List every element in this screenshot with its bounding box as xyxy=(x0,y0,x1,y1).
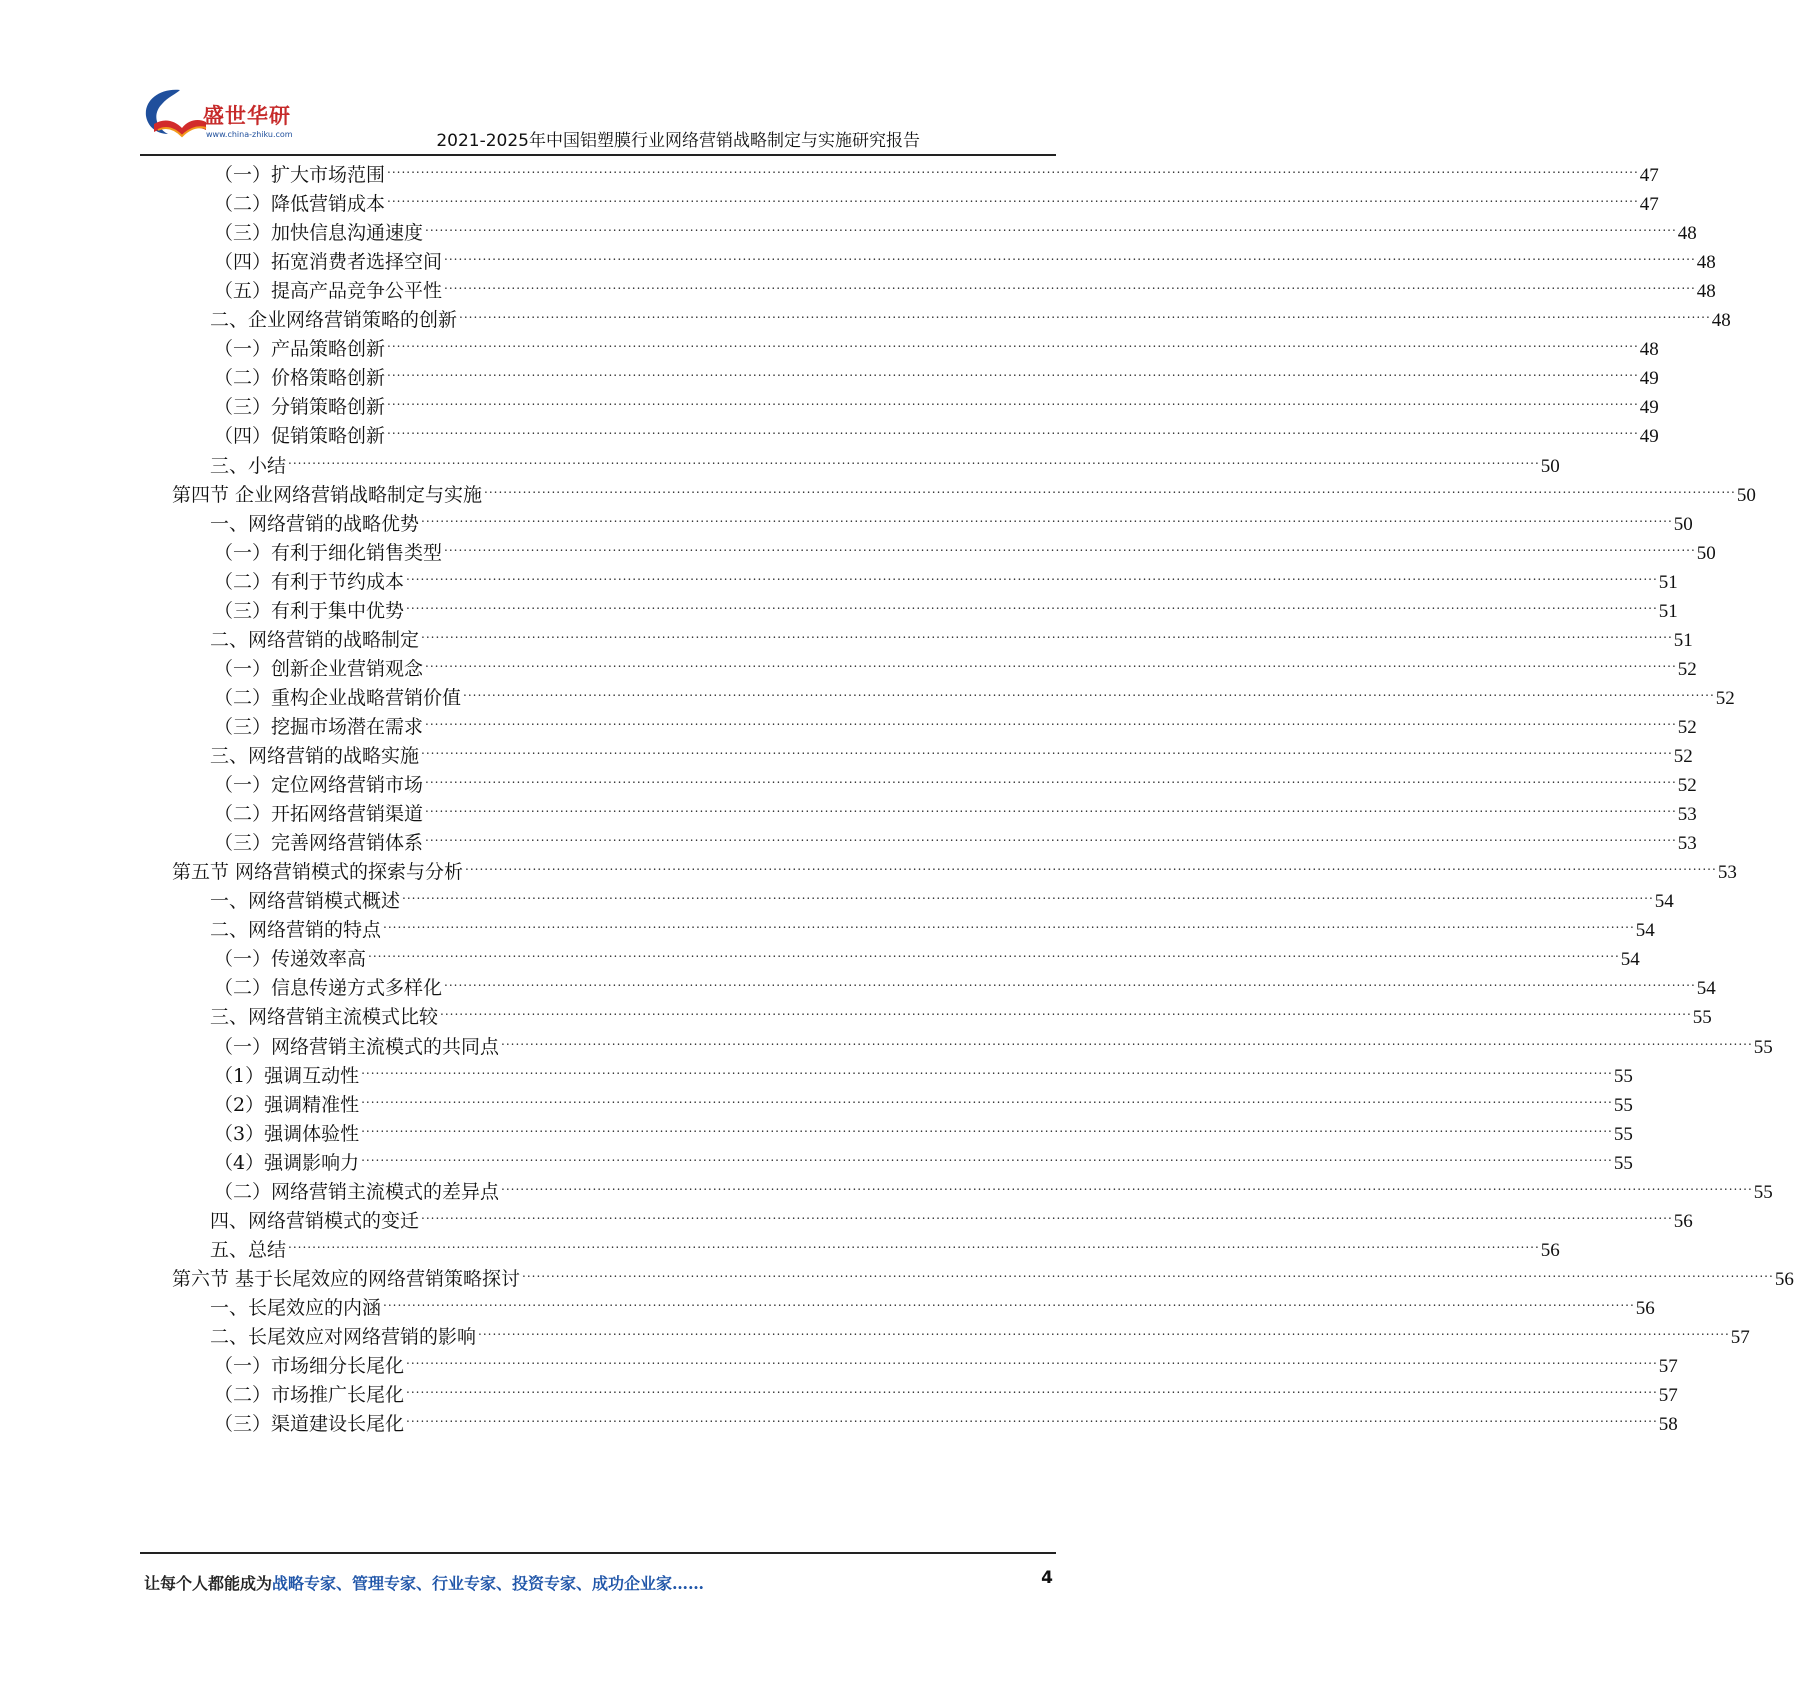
footer-slogan xyxy=(144,1571,704,1594)
toc-leader-dots: .................................................................................................................................................................................................................................................................... xyxy=(459,307,1711,322)
toc-entry-page: 52 xyxy=(1677,775,1697,797)
toc-leader-dots: .................................................................................................................................................................................................................................................................... xyxy=(361,1091,1613,1106)
toc-leader-dots: .................................................................................................................................................................................................................................................................... xyxy=(421,1207,1673,1222)
toc-leader-dots: .................................................................................................................................................................................................................................................................... xyxy=(406,1353,1658,1368)
toc-entry-label: （2）强调精准性 xyxy=(214,1093,360,1116)
toc-entry-page: 53 xyxy=(1677,804,1697,826)
toc-entry[interactable] xyxy=(214,1409,1678,1440)
toc-entry-page: 52 xyxy=(1677,716,1697,738)
toc-entry-page: 53 xyxy=(1717,862,1737,884)
toc-leader-dots: .................................................................................................................................................................................................................................................................... xyxy=(361,1120,1613,1135)
toc-leader-dots: .................................................................................................................................................................................................................................................................... xyxy=(522,1265,1774,1280)
toc-leader-dots: .................................................................................................................................................................................................................................................................... xyxy=(444,249,1696,264)
toc-entry-label: 二、网络营销的战略制定 xyxy=(210,628,420,651)
toc-entry-page: 53 xyxy=(1677,833,1697,855)
brand-name: 盛世华研 xyxy=(203,104,291,128)
toc-leader-dots: .................................................................................................................................................................................................................................................................... xyxy=(421,626,1673,641)
toc-entry-label: （一）有利于细化销售类型 xyxy=(214,541,443,564)
toc-entry-label: （二）市场推广长尾化 xyxy=(214,1384,405,1407)
toc-leader-dots: .................................................................................................................................................................................................................................................................... xyxy=(425,801,1677,816)
toc-entry-page: 55 xyxy=(1613,1065,1633,1087)
toc-leader-dots: .................................................................................................................................................................................................................................................................... xyxy=(425,220,1677,235)
toc-leader-dots: .................................................................................................................................................................................................................................................................... xyxy=(387,336,1639,351)
toc-entry-label: （二）有利于节约成本 xyxy=(214,570,405,593)
toc-entry-label: 二、长尾效应对网络营销的影响 xyxy=(210,1326,477,1348)
toc-entry-label: （二）网络营销主流模式的差异点 xyxy=(214,1180,500,1203)
toc-entry-label: （三）有利于集中优势 xyxy=(214,599,405,622)
toc-entry-label: 一、网络营销的战略优势 xyxy=(210,512,420,535)
toc-leader-dots: .................................................................................................................................................................................................................................................................... xyxy=(425,655,1677,670)
toc-leader-dots: .................................................................................................................................................................................................................................................................... xyxy=(387,162,1639,176)
toc-leader-dots: .................................................................................................................................................................................................................................................................... xyxy=(406,1382,1658,1397)
toc-entry-page: 49 xyxy=(1639,426,1659,448)
toc-entry-page: 54 xyxy=(1696,978,1716,1000)
toc-entry-page: 50 xyxy=(1540,455,1560,477)
toc-entry-label: 二、网络营销的特点 xyxy=(210,919,382,942)
toc-entry-page: 55 xyxy=(1753,1036,1773,1058)
toc-leader-dots: .................................................................................................................................................................................................................................................................... xyxy=(425,830,1677,845)
toc-leader-dots: .................................................................................................................................................................................................................................................................... xyxy=(361,1149,1613,1164)
toc-entry-label: （一）网络营销主流模式的共同点 xyxy=(214,1035,500,1058)
toc-entry-page: 47 xyxy=(1639,194,1659,216)
toc-entry-page: 48 xyxy=(1696,252,1716,274)
toc-entry-page: 56 xyxy=(1635,1297,1655,1319)
toc-entry-label: （三）挖掘市场潜在需求 xyxy=(214,715,424,738)
toc-leader-dots: .................................................................................................................................................................................................................................................................... xyxy=(444,975,1696,990)
toc-entry-page: 57 xyxy=(1658,1356,1678,1378)
toc-leader-dots: .................................................................................................................................................................................................................................................................... xyxy=(288,1236,1540,1251)
toc-entry-page: 48 xyxy=(1677,223,1697,245)
toc-entry-page: 57 xyxy=(1730,1327,1750,1348)
toc-leader-dots: .................................................................................................................................................................................................................................................................... xyxy=(425,772,1677,787)
toc-leader-dots: .................................................................................................................................................................................................................................................................... xyxy=(387,423,1639,438)
toc-entry-label: （一）市场细分长尾化 xyxy=(214,1355,405,1378)
toc-entry-label: （三）渠道建设长尾化 xyxy=(214,1413,405,1436)
toc-entry-label: 四、网络营销模式的变迁 xyxy=(210,1209,420,1232)
toc-leader-dots: .................................................................................................................................................................................................................................................................... xyxy=(463,684,1715,699)
toc-entry-label: 三、小结 xyxy=(210,454,287,477)
toc-leader-dots: .................................................................................................................................................................................................................................................................... xyxy=(288,452,1540,467)
toc-entry-label: 三、网络营销的战略实施 xyxy=(210,745,420,767)
toc-entry-page: 48 xyxy=(1711,310,1731,332)
toc-entry-page: 48 xyxy=(1639,339,1659,361)
toc-entry-page: 58 xyxy=(1658,1414,1678,1436)
toc-entry-page: 47 xyxy=(1639,165,1659,186)
toc-entry-label: （4）强调影响力 xyxy=(214,1151,360,1174)
toc-entry-label: 第五节 网络营销模式的探索与分析 xyxy=(172,861,464,884)
toc-entry-label: （二）价格策略创新 xyxy=(214,367,386,390)
toc-entry-label: （五）提高产品竞争公平性 xyxy=(214,280,443,303)
toc-entry-label: （二）降低营销成本 xyxy=(214,193,386,216)
toc-entry-page: 55 xyxy=(1753,1181,1773,1203)
toc-leader-dots: .................................................................................................................................................................................................................................................................... xyxy=(361,1062,1613,1077)
toc-entry-page: 50 xyxy=(1696,542,1716,564)
toc-entry-page: 56 xyxy=(1774,1268,1794,1290)
toc-entry-label: （二）信息传递方式多样化 xyxy=(214,977,443,1000)
toc-entry-page: 52 xyxy=(1673,746,1693,767)
toc-leader-dots: .................................................................................................................................................................................................................................................................... xyxy=(484,481,1736,496)
toc-entry-label: （3）强调体验性 xyxy=(214,1122,360,1145)
toc-entry-label: （一）创新企业营销观念 xyxy=(214,657,424,680)
toc-leader-dots: .................................................................................................................................................................................................................................................................... xyxy=(402,888,1654,903)
toc-leader-dots: .................................................................................................................................................................................................................................................................... xyxy=(387,365,1639,380)
toc-entry-label: （三）完善网络营销体系 xyxy=(214,832,424,855)
toc-entry-label: （一）定位网络营销市场 xyxy=(214,774,424,797)
toc-entry-page: 56 xyxy=(1540,1239,1560,1261)
toc-entry-label: （一）产品策略创新 xyxy=(214,338,386,361)
toc-entry-page: 55 xyxy=(1613,1152,1633,1174)
toc-entry-page: 55 xyxy=(1692,1007,1712,1029)
footer-slogan-lead: 让每个人都能成为 xyxy=(144,1574,273,1593)
toc-leader-dots: .................................................................................................................................................................................................................................................................... xyxy=(440,1004,1692,1019)
toc-entry-page: 48 xyxy=(1696,281,1716,303)
toc-leader-dots: .................................................................................................................................................................................................................................................................... xyxy=(444,278,1696,293)
toc-leader-dots: .................................................................................................................................................................................................................................................................... xyxy=(501,1178,1753,1193)
toc-leader-dots: .................................................................................................................................................................................................................................................................... xyxy=(478,1324,1730,1338)
toc-entry-label: 第六节 基于长尾效应的网络营销策略探讨 xyxy=(172,1267,521,1290)
toc-entry-label: 二、企业网络营销策略的创新 xyxy=(210,309,458,332)
toc-entry-label: （二）开拓网络营销渠道 xyxy=(214,803,424,826)
toc-entry-page: 55 xyxy=(1613,1123,1633,1145)
toc-entry-label: （一）扩大市场范围 xyxy=(214,164,386,186)
toc-leader-dots: .................................................................................................................................................................................................................................................................... xyxy=(383,917,1635,932)
toc-leader-dots: .................................................................................................................................................................................................................................................................... xyxy=(368,946,1620,961)
toc-entry-page: 54 xyxy=(1620,949,1640,971)
toc-entry-page: 54 xyxy=(1654,891,1674,913)
toc-entry-page: 56 xyxy=(1673,1210,1693,1232)
toc-leader-dots: .................................................................................................................................................................................................................................................................... xyxy=(421,743,1673,757)
toc-entry-label: 一、网络营销模式概述 xyxy=(210,890,401,913)
toc-leader-dots: .................................................................................................................................................................................................................................................................... xyxy=(406,597,1658,612)
toc-entry-page: 52 xyxy=(1677,658,1697,680)
toc-entry-label: （四）促销策略创新 xyxy=(214,425,386,448)
report-title: 2021-2025年中国铝塑膜行业网络营销战略制定与实施研究报告 xyxy=(436,131,920,151)
toc-entry-page: 49 xyxy=(1639,397,1659,419)
toc-entry-label: （1）强调互动性 xyxy=(214,1064,360,1087)
toc-entry-label: （三）加快信息沟通速度 xyxy=(214,222,424,245)
toc-entry-label: 三、网络营销主流模式比较 xyxy=(210,1006,439,1029)
toc-leader-dots: .................................................................................................................................................................................................................................................................... xyxy=(406,568,1658,583)
toc-entry-page: 52 xyxy=(1715,687,1735,709)
toc-entry-label: （一）传递效率高 xyxy=(214,948,367,971)
toc-entry-page: 57 xyxy=(1658,1385,1678,1407)
toc-leader-dots: .................................................................................................................................................................................................................................................................... xyxy=(501,1033,1753,1048)
toc-entry-page: 51 xyxy=(1658,600,1678,622)
toc-entry-page: 50 xyxy=(1673,513,1693,535)
toc-leader-dots: .................................................................................................................................................................................................................................................................... xyxy=(387,394,1639,409)
footer-divider xyxy=(140,1552,1056,1554)
toc-leader-dots: .................................................................................................................................................................................................................................................................... xyxy=(406,1411,1658,1426)
footer-slogan-roles: 战略专家、管理专家、行业专家、投资专家、成功企业家…… xyxy=(272,1574,705,1593)
toc-entry-page: 54 xyxy=(1635,920,1655,942)
page-number: 4 xyxy=(1041,1568,1053,1588)
toc-entry-page: 51 xyxy=(1673,629,1693,651)
brand-url: www.china-zhiku.com xyxy=(206,130,293,139)
toc-entry-page: 49 xyxy=(1639,368,1659,390)
toc-entry-label: （三）分销策略创新 xyxy=(214,396,386,419)
toc-leader-dots: .................................................................................................................................................................................................................................................................... xyxy=(421,510,1673,525)
toc-leader-dots: .................................................................................................................................................................................................................................................................... xyxy=(383,1294,1635,1309)
toc-leader-dots: .................................................................................................................................................................................................................................................................... xyxy=(425,713,1677,728)
toc-entry-page: 50 xyxy=(1736,484,1756,506)
toc-entry-label: （四）拓宽消费者选择空间 xyxy=(214,251,443,274)
toc-entry-page: 55 xyxy=(1613,1094,1633,1116)
toc-entry-label: 五、总结 xyxy=(210,1238,287,1261)
toc-leader-dots: .................................................................................................................................................................................................................................................................... xyxy=(465,859,1717,874)
toc-entry-label: （二）重构企业战略营销价值 xyxy=(214,686,462,709)
toc-entry-page: 51 xyxy=(1658,571,1678,593)
toc-entry-label: 第四节 企业网络营销战略制定与实施 xyxy=(172,483,483,506)
toc-leader-dots: .................................................................................................................................................................................................................................................................... xyxy=(387,191,1639,206)
toc-entry-label: 一、长尾效应的内涵 xyxy=(210,1296,382,1319)
toc-leader-dots: .................................................................................................................................................................................................................................................................... xyxy=(444,539,1696,554)
